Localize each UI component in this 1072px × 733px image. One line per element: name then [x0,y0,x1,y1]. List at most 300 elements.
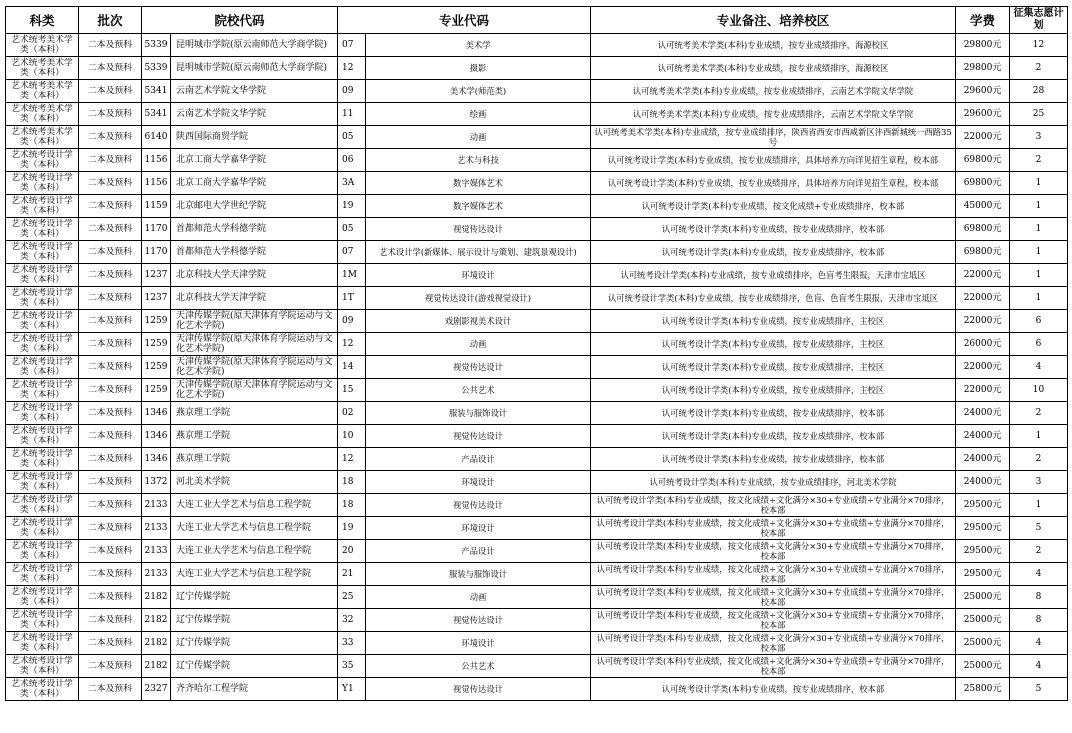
plan-cell: 1 [1010,195,1068,218]
category-cell: 艺术统考设计学类（本科） [6,678,79,701]
category-cell: 艺术统考设计学类（本科） [6,241,79,264]
major-name-cell: 环境设计 [366,471,591,494]
school-code-cell: 2182 [142,586,171,609]
major-name-cell: 视觉传达设计(游戏视觉设计) [366,287,591,310]
batch-cell: 二本及预科 [79,471,142,494]
remarks-cell: 认可统考美术学类(本科)专业成绩，按专业成绩排序，云南艺术学院文华学院 [591,80,956,103]
batch-cell: 二本及预科 [79,494,142,517]
table-row [6,471,1068,494]
plan-cell: 2 [1010,402,1068,425]
batch-cell: 二本及预科 [79,586,142,609]
category-cell: 艺术统考设计学类（本科） [6,264,79,287]
category-cell: 艺术统考设计学类（本科） [6,586,79,609]
fee-cell: 29800元 [956,57,1010,80]
remarks-cell: 认可统考设计学类(本科)专业成绩，按专业成绩排序，校本部 [591,448,956,471]
category-cell: 艺术统考设计学类（本科） [6,172,79,195]
school-code-cell: 1259 [142,310,171,333]
category-cell: 艺术统考设计学类（本科） [6,494,79,517]
category-cell: 艺术统考设计学类（本科） [6,517,79,540]
remarks-cell: 认可统考设计学类(本科)专业成绩，按文化成绩÷文化满分×30+专业成绩÷专业满分×70排序，校本部 [591,655,956,678]
batch-cell: 二本及预科 [79,310,142,333]
major-name-cell: 视觉传达设计 [366,356,591,379]
header-category: 科类 [6,7,79,34]
table-row [6,34,1068,57]
table-row [6,379,1068,402]
fee-cell: 25000元 [956,632,1010,655]
remarks-cell: 认可统考设计学类(本科)专业成绩，按专业成绩排序，主校区 [591,356,956,379]
school-name-cell: 辽宁传媒学院 [171,655,338,678]
plan-cell: 12 [1010,34,1068,57]
major-code-cell: 06 [338,149,366,172]
school-code-cell: 1159 [142,195,171,218]
remarks-cell: 认可统考设计学类(本科)专业成绩，按专业成绩排序，校本部 [591,402,956,425]
major-code-cell: 12 [338,448,366,471]
fee-cell: 24000元 [956,471,1010,494]
school-code-cell: 1259 [142,379,171,402]
category-cell: 艺术统考设计学类（本科） [6,310,79,333]
plan-cell: 2 [1010,149,1068,172]
fee-cell: 22000元 [956,310,1010,333]
remarks-cell: 认可统考设计学类(本科)专业成绩，按文化成绩÷文化满分×30+专业成绩÷专业满分×70排序，校本部 [591,632,956,655]
school-name-cell: 河北美术学院 [171,471,338,494]
table-row [6,356,1068,379]
major-code-cell: 18 [338,471,366,494]
school-code-cell: 2182 [142,632,171,655]
category-cell: 艺术统考美术学类（本科） [6,126,79,149]
category-cell: 艺术统考设计学类（本科） [6,379,79,402]
plan-cell: 5 [1010,678,1068,701]
major-code-cell: 1T [338,287,366,310]
category-cell: 艺术统考设计学类（本科） [6,218,79,241]
school-code-cell: 2133 [142,563,171,586]
major-name-cell: 视觉传达设计 [366,609,591,632]
plan-cell: 2 [1010,540,1068,563]
batch-cell: 二本及预科 [79,609,142,632]
batch-cell: 二本及预科 [79,172,142,195]
batch-cell: 二本及预科 [79,57,142,80]
category-cell: 艺术统考设计学类（本科） [6,425,79,448]
plan-cell: 25 [1010,103,1068,126]
remarks-cell: 认可统考设计学类(本科)专业成绩，按专业成绩排序，主校区 [591,379,956,402]
school-code-cell: 1170 [142,218,171,241]
batch-cell: 二本及预科 [79,333,142,356]
major-code-cell: 09 [338,310,366,333]
school-code-cell: 5341 [142,80,171,103]
major-code-cell: 32 [338,609,366,632]
major-code-cell: 25 [338,586,366,609]
school-code-cell: 1170 [142,241,171,264]
table-row [6,448,1068,471]
major-name-cell: 美术学(师范类) [366,80,591,103]
remarks-cell: 认可统考设计学类(本科)专业成绩，按文化成绩÷文化满分×30+专业成绩÷专业满分×70排序，校本部 [591,563,956,586]
major-code-cell: 21 [338,563,366,586]
plan-cell: 4 [1010,632,1068,655]
fee-cell: 69800元 [956,218,1010,241]
fee-cell: 22000元 [956,379,1010,402]
major-name-cell: 数字媒体艺术 [366,195,591,218]
table-row [6,264,1068,287]
fee-cell: 22000元 [956,264,1010,287]
remarks-cell: 认可统考设计学类(本科)专业成绩，按文化成绩÷文化满分×30+专业成绩÷专业满分×70排序，校本部 [591,494,956,517]
major-code-cell: 14 [338,356,366,379]
table-row [6,80,1068,103]
table-row [6,678,1068,701]
major-name-cell: 摄影 [366,57,591,80]
school-code-cell: 2133 [142,540,171,563]
major-name-cell: 环境设计 [366,632,591,655]
school-code-cell: 5341 [142,103,171,126]
fee-cell: 24000元 [956,448,1010,471]
category-cell: 艺术统考美术学类（本科） [6,57,79,80]
school-name-cell: 北京科技大学天津学院 [171,287,338,310]
school-name-cell: 燕京理工学院 [171,402,338,425]
school-code-cell: 1156 [142,149,171,172]
major-name-cell: 艺术设计学(新媒体、展示设计与策划、建筑景观设计) [366,241,591,264]
table-row [6,540,1068,563]
fee-cell: 29500元 [956,494,1010,517]
school-name-cell: 辽宁传媒学院 [171,632,338,655]
table-header-row [6,7,1068,34]
school-name-cell: 陕西国际商贸学院 [171,126,338,149]
school-name-cell: 辽宁传媒学院 [171,586,338,609]
batch-cell: 二本及预科 [79,34,142,57]
major-name-cell: 公共艺术 [366,379,591,402]
school-code-cell: 5339 [142,57,171,80]
school-name-cell: 天津传媒学院(原天津体育学院运动与文化艺术学院) [171,356,338,379]
batch-cell: 二本及预科 [79,425,142,448]
school-code-cell: 2133 [142,517,171,540]
remarks-cell: 认可统考设计学类(本科)专业成绩，按专业成绩排序，主校区 [591,333,956,356]
school-code-cell: 1346 [142,425,171,448]
school-code-cell: 5339 [142,34,171,57]
major-code-cell: 02 [338,402,366,425]
batch-cell: 二本及预科 [79,80,142,103]
remarks-cell: 认可统考设计学类(本科)专业成绩，按文化成绩÷文化满分×30+专业成绩÷专业满分×70排序，校本部 [591,517,956,540]
remarks-cell: 认可统考设计学类(本科)专业成绩，按文化成绩÷文化满分×30+专业成绩÷专业满分×70排序，校本部 [591,540,956,563]
school-code-cell: 1372 [142,471,171,494]
table-row [6,195,1068,218]
remarks-cell: 认可统考美术学类(本科)专业成绩，按专业成绩排序，云南艺术学院文华学院 [591,103,956,126]
major-code-cell: 19 [338,195,366,218]
plan-cell: 3 [1010,471,1068,494]
major-name-cell: 戏剧影视美术设计 [366,310,591,333]
fee-cell: 25000元 [956,655,1010,678]
school-name-cell: 首都师范大学科德学院 [171,241,338,264]
admissions-table [5,6,1068,701]
fee-cell: 69800元 [956,149,1010,172]
table-body [6,34,1068,701]
table-row [6,402,1068,425]
category-cell: 艺术统考美术学类（本科） [6,34,79,57]
category-cell: 艺术统考美术学类（本科） [6,103,79,126]
school-code-cell: 2182 [142,609,171,632]
batch-cell: 二本及预科 [79,517,142,540]
plan-cell: 4 [1010,563,1068,586]
table-row [6,149,1068,172]
plan-cell: 8 [1010,586,1068,609]
category-cell: 艺术统考美术学类（本科） [6,80,79,103]
batch-cell: 二本及预科 [79,264,142,287]
remarks-cell: 认可统考设计学类(本科)专业成绩，按文化成绩÷文化满分×30+专业成绩÷专业满分×70排序，校本部 [591,609,956,632]
school-name-cell: 北京工商大学嘉华学院 [171,172,338,195]
plan-cell: 2 [1010,57,1068,80]
category-cell: 艺术统考设计学类（本科） [6,333,79,356]
remarks-cell: 认可统考设计学类(本科)专业成绩，按专业成绩排序，河北美术学院 [591,471,956,494]
major-name-cell: 视觉传达设计 [366,678,591,701]
fee-cell: 26000元 [956,333,1010,356]
fee-cell: 29600元 [956,103,1010,126]
category-cell: 艺术统考设计学类（本科） [6,195,79,218]
plan-cell: 2 [1010,448,1068,471]
school-code-cell: 1346 [142,402,171,425]
school-name-cell: 北京邮电大学世纪学院 [171,195,338,218]
major-code-cell: 18 [338,494,366,517]
fee-cell: 45000元 [956,195,1010,218]
table-row [6,494,1068,517]
major-name-cell: 动画 [366,333,591,356]
fee-cell: 29800元 [956,34,1010,57]
plan-cell: 6 [1010,310,1068,333]
major-name-cell: 服装与服饰设计 [366,563,591,586]
fee-cell: 29500元 [956,517,1010,540]
fee-cell: 69800元 [956,172,1010,195]
major-name-cell: 环境设计 [366,264,591,287]
batch-cell: 二本及预科 [79,287,142,310]
table-row [6,287,1068,310]
school-name-cell: 云南艺术学院文华学院 [171,80,338,103]
major-name-cell: 艺术与科技 [366,149,591,172]
category-cell: 艺术统考设计学类（本科） [6,287,79,310]
batch-cell: 二本及预科 [79,126,142,149]
fee-cell: 22000元 [956,287,1010,310]
school-name-cell: 大连工业大学艺术与信息工程学院 [171,563,338,586]
remarks-cell: 认可统考美术学类(本科)专业成绩，按专业成绩排序，海源校区 [591,34,956,57]
batch-cell: 二本及预科 [79,195,142,218]
school-name-cell: 云南艺术学院文华学院 [171,103,338,126]
school-name-cell: 北京科技大学天津学院 [171,264,338,287]
school-name-cell: 首都师范大学科德学院 [171,218,338,241]
header-remarks: 专业备注、培养校区 [591,7,956,34]
header-school-code: 院校代码 [142,7,338,34]
plan-cell: 28 [1010,80,1068,103]
major-name-cell: 动画 [366,586,591,609]
batch-cell: 二本及预科 [79,241,142,264]
batch-cell: 二本及预科 [79,540,142,563]
fee-cell: 22000元 [956,126,1010,149]
major-name-cell: 绘画 [366,103,591,126]
table-row [6,563,1068,586]
table-row [6,333,1068,356]
batch-cell: 二本及预科 [79,632,142,655]
major-name-cell: 产品设计 [366,448,591,471]
major-name-cell: 视觉传达设计 [366,494,591,517]
school-name-cell: 辽宁传媒学院 [171,609,338,632]
school-name-cell: 北京工商大学嘉华学院 [171,149,338,172]
major-code-cell: 05 [338,126,366,149]
fee-cell: 25800元 [956,678,1010,701]
header-major-code: 专业代码 [338,7,591,34]
table-row [6,655,1068,678]
school-code-cell: 1237 [142,287,171,310]
remarks-cell: 认可统考设计学类(本科)专业成绩，按专业成绩排序，色盲考生限报，天津市宝坻区 [591,264,956,287]
school-code-cell: 2327 [142,678,171,701]
plan-cell: 4 [1010,655,1068,678]
fee-cell: 29500元 [956,540,1010,563]
batch-cell: 二本及预科 [79,218,142,241]
table-row [6,126,1068,149]
plan-cell: 4 [1010,356,1068,379]
category-cell: 艺术统考设计学类（本科） [6,563,79,586]
school-name-cell: 天津传媒学院(原天津体育学院运动与文化艺术学院) [171,333,338,356]
school-name-cell: 大连工业大学艺术与信息工程学院 [171,540,338,563]
category-cell: 艺术统考设计学类（本科） [6,540,79,563]
major-name-cell: 视觉传达设计 [366,425,591,448]
table-row [6,103,1068,126]
batch-cell: 二本及预科 [79,563,142,586]
plan-cell: 6 [1010,333,1068,356]
table-row [6,517,1068,540]
table-row [6,172,1068,195]
plan-cell: 1 [1010,218,1068,241]
school-code-cell: 1237 [142,264,171,287]
remarks-cell: 认可统考设计学类(本科)专业成绩，按专业成绩排序，校本部 [591,678,956,701]
fee-cell: 22000元 [956,356,1010,379]
major-code-cell: 12 [338,333,366,356]
major-code-cell: 33 [338,632,366,655]
school-code-cell: 1259 [142,333,171,356]
major-code-cell: 07 [338,241,366,264]
major-code-cell: 05 [338,218,366,241]
batch-cell: 二本及预科 [79,678,142,701]
major-code-cell: 1M [338,264,366,287]
major-code-cell: 11 [338,103,366,126]
remarks-cell: 认可统考设计学类(本科)专业成绩，按专业成绩排序，色盲、色盲考生限报，天津市宝坻区 [591,287,956,310]
remarks-cell: 认可统考设计学类(本科)专业成绩，按专业成绩排序，校本部 [591,425,956,448]
table-row [6,632,1068,655]
remarks-cell: 认可统考设计学类(本科)专业成绩，按专业成绩排序，具体培养方向详见招生章程，校本部 [591,172,956,195]
remarks-cell: 认可统考美术学类(本科)专业成绩，按专业成绩排序，海源校区 [591,57,956,80]
fee-cell: 25000元 [956,609,1010,632]
table-row [6,586,1068,609]
plan-cell: 10 [1010,379,1068,402]
school-code-cell: 6140 [142,126,171,149]
plan-cell: 1 [1010,241,1068,264]
plan-cell: 1 [1010,264,1068,287]
remarks-cell: 认可统考设计学类(本科)专业成绩，按文化成绩+专业成绩排序，校本部 [591,195,956,218]
major-code-cell: 20 [338,540,366,563]
batch-cell: 二本及预科 [79,448,142,471]
fee-cell: 29500元 [956,563,1010,586]
major-code-cell: 10 [338,425,366,448]
category-cell: 艺术统考设计学类（本科） [6,402,79,425]
table-row [6,241,1068,264]
major-name-cell: 动画 [366,126,591,149]
plan-cell: 1 [1010,494,1068,517]
major-name-cell: 数字媒体艺术 [366,172,591,195]
fee-cell: 29600元 [956,80,1010,103]
remarks-cell: 认可统考设计学类(本科)专业成绩，按专业成绩排序，校本部 [591,218,956,241]
school-name-cell: 天津传媒学院(原天津体育学院运动与文化艺术学院) [171,379,338,402]
header-fee: 学费 [956,7,1010,34]
table-row [6,57,1068,80]
fee-cell: 69800元 [956,241,1010,264]
remarks-cell: 认可统考美术学类(本科)专业成绩，按专业成绩排序，陕西省西安市西咸新区沣西新城统一西路35号 [591,126,956,149]
table-row [6,609,1068,632]
school-code-cell: 2133 [142,494,171,517]
school-code-cell: 1156 [142,172,171,195]
batch-cell: 二本及预科 [79,356,142,379]
school-name-cell: 燕京理工学院 [171,425,338,448]
batch-cell: 二本及预科 [79,103,142,126]
plan-cell: 8 [1010,609,1068,632]
fee-cell: 25000元 [956,586,1010,609]
category-cell: 艺术统考设计学类（本科） [6,471,79,494]
plan-cell: 1 [1010,425,1068,448]
major-name-cell: 环境设计 [366,517,591,540]
school-name-cell: 大连工业大学艺术与信息工程学院 [171,494,338,517]
category-cell: 艺术统考设计学类（本科） [6,356,79,379]
batch-cell: 二本及预科 [79,655,142,678]
major-name-cell: 公共艺术 [366,655,591,678]
school-name-cell: 大连工业大学艺术与信息工程学院 [171,517,338,540]
table-row [6,310,1068,333]
school-code-cell: 1346 [142,448,171,471]
major-code-cell: 12 [338,57,366,80]
remarks-cell: 认可统考设计学类(本科)专业成绩，按文化成绩÷文化满分×30+专业成绩÷专业满分×70排序，校本部 [591,586,956,609]
school-code-cell: 1259 [142,356,171,379]
remarks-cell: 认可统考设计学类(本科)专业成绩，按专业成绩排序，主校区 [591,310,956,333]
school-name-cell: 燕京理工学院 [171,448,338,471]
school-name-cell: 齐齐哈尔工程学院 [171,678,338,701]
batch-cell: 二本及预科 [79,379,142,402]
school-code-cell: 2182 [142,655,171,678]
major-name-cell: 产品设计 [366,540,591,563]
school-name-cell: 昆明城市学院(原云南师范大学商学院) [171,34,338,57]
batch-cell: 二本及预科 [79,149,142,172]
fee-cell: 24000元 [956,402,1010,425]
school-name-cell: 天津传媒学院(原天津体育学院运动与文化艺术学院) [171,310,338,333]
table-row [6,218,1068,241]
header-batch: 批次 [79,7,142,34]
plan-cell: 1 [1010,287,1068,310]
major-code-cell: 35 [338,655,366,678]
major-name-cell: 视觉传达设计 [366,218,591,241]
school-name-cell: 昆明城市学院(原云南师范大学商学院) [171,57,338,80]
major-code-cell: 07 [338,34,366,57]
major-code-cell: 15 [338,379,366,402]
plan-cell: 3 [1010,126,1068,149]
remarks-cell: 认可统考设计学类(本科)专业成绩，按专业成绩排序，校本部 [591,241,956,264]
major-code-cell: Y1 [338,678,366,701]
batch-cell: 二本及预科 [79,402,142,425]
remarks-cell: 认可统考设计学类(本科)专业成绩，按专业成绩排序，具体培养方向详见招生章程，校本部 [591,149,956,172]
category-cell: 艺术统考设计学类（本科） [6,655,79,678]
category-cell: 艺术统考设计学类（本科） [6,609,79,632]
plan-cell: 5 [1010,517,1068,540]
major-code-cell: 19 [338,517,366,540]
fee-cell: 24000元 [956,425,1010,448]
header-plan: 征集志愿计划 [1010,7,1068,34]
category-cell: 艺术统考设计学类（本科） [6,632,79,655]
major-name-cell: 服装与服饰设计 [366,402,591,425]
plan-cell: 1 [1010,172,1068,195]
category-cell: 艺术统考设计学类（本科） [6,448,79,471]
major-code-cell: 09 [338,80,366,103]
major-code-cell: 3A [338,172,366,195]
table-row [6,425,1068,448]
admissions-table-sheet [5,6,1068,701]
major-name-cell: 美术学 [366,34,591,57]
